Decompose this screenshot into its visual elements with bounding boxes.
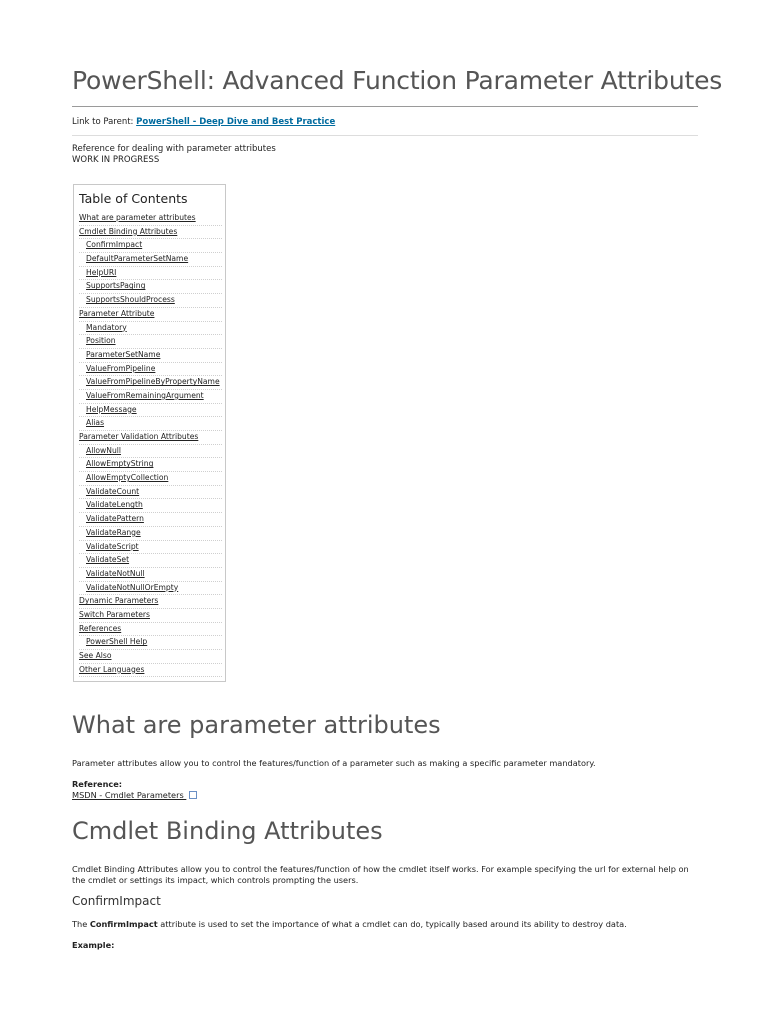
toc-item <box>79 431 222 445</box>
reference-block <box>72 779 702 801</box>
table-of-contents <box>73 184 226 682</box>
toc-item <box>79 513 222 527</box>
toc-item <box>79 322 222 336</box>
toc-link[interactable]: PowerShell Help <box>86 637 148 647</box>
toc-item <box>79 335 222 349</box>
msdn-link-text: MSDN - Cmdlet Parameters <box>72 790 187 800</box>
toc-link[interactable]: ValidateLength <box>86 500 143 510</box>
toc-item <box>79 308 222 322</box>
intro-line-2: WORK IN PROGRESS <box>72 155 160 165</box>
toc-link[interactable]: AllowNull <box>86 445 121 455</box>
toc-link[interactable]: HelpMessage <box>86 404 137 414</box>
toc-list <box>79 212 222 677</box>
toc-link[interactable]: ParameterSetName <box>86 349 161 359</box>
toc-item <box>79 486 222 500</box>
toc-item <box>79 349 222 363</box>
toc-link[interactable]: Mandatory <box>86 322 127 332</box>
toc-link[interactable]: Switch Parameters <box>79 609 150 619</box>
toc-link[interactable]: ValidateNotNull <box>86 568 145 578</box>
confirmimpact-body-pre: The <box>72 919 90 929</box>
parent-link-label: Link to Parent: <box>72 117 134 127</box>
toc-item <box>79 664 222 678</box>
toc-item <box>79 582 222 596</box>
toc-link[interactable]: Position <box>86 336 116 346</box>
toc-link[interactable]: ValidateRange <box>86 527 141 537</box>
toc-link[interactable]: ValidateScript <box>86 541 139 551</box>
toc-link[interactable]: ValidateCount <box>86 486 140 496</box>
toc-item <box>79 404 222 418</box>
toc-item <box>79 568 222 582</box>
example-label: Example: <box>72 940 115 950</box>
toc-link[interactable]: Parameter Attribute <box>79 308 155 318</box>
toc-link[interactable]: Other Languages <box>79 664 145 674</box>
title-divider <box>72 106 698 107</box>
section-body-parameter-attributes: Parameter attributes allow you to control the features/function of a parameter such as making a specific parameter mandatory. <box>72 758 596 768</box>
parent-link[interactable]: PowerShell - Deep Dive and Best Practice <box>136 117 336 127</box>
section-heading-cmdlet-binding: Cmdlet Binding Attributes <box>72 817 383 845</box>
toc-item <box>79 499 222 513</box>
toc-item <box>79 458 222 472</box>
toc-link[interactable]: See Also <box>79 651 112 660</box>
toc-link[interactable]: ConfirmImpact <box>86 240 143 250</box>
toc-link[interactable]: Parameter Validation Attributes <box>79 432 199 441</box>
toc-link[interactable]: What are parameter attributes <box>79 213 196 222</box>
parent-link-line <box>72 117 335 127</box>
confirmimpact-body <box>72 919 702 930</box>
toc-item <box>79 280 222 294</box>
toc-item <box>79 554 222 568</box>
toc-item <box>79 636 222 650</box>
toc-item <box>79 363 222 377</box>
toc-link[interactable]: Dynamic Parameters <box>79 596 159 606</box>
toc-link[interactable]: DefaultParameterSetName <box>86 254 189 264</box>
toc-link[interactable]: References <box>79 623 122 633</box>
toc-link[interactable]: Cmdlet Binding Attributes <box>79 226 178 236</box>
page-title: PowerShell: Advanced Function Parameter Attributes <box>72 66 723 95</box>
toc-link[interactable]: ValidateSet <box>86 555 130 565</box>
toc-link[interactable]: ValidatePattern <box>86 514 144 524</box>
toc-item <box>79 294 222 308</box>
toc-item <box>79 445 222 459</box>
toc-item <box>79 609 222 623</box>
toc-item <box>79 267 222 281</box>
sub-heading-confirmimpact: ConfirmImpact <box>72 894 161 908</box>
toc-item <box>79 390 222 404</box>
toc-item <box>79 239 222 253</box>
toc-item <box>79 623 222 637</box>
section-heading-parameter-attributes: What are parameter attributes <box>72 711 441 739</box>
toc-link[interactable]: HelpURI <box>86 267 117 277</box>
toc-item <box>79 650 222 664</box>
toc-item <box>79 212 222 226</box>
toc-item <box>79 541 222 555</box>
toc-link[interactable]: ValueFromRemainingArgument <box>86 390 204 400</box>
toc-link[interactable]: SupportsPaging <box>86 281 146 291</box>
toc-link[interactable]: AllowEmptyString <box>86 459 154 469</box>
toc-item <box>79 417 222 431</box>
toc-title: Table of Contents <box>79 191 188 206</box>
toc-link[interactable]: AllowEmptyCollection <box>86 473 169 483</box>
msdn-cmdlet-parameters-link[interactable] <box>72 790 197 800</box>
external-link-icon <box>189 791 197 799</box>
toc-link[interactable]: ValidateNotNullOrEmpty <box>86 582 179 592</box>
confirmimpact-body-bold: ConfirmImpact <box>89 919 158 929</box>
parent-divider <box>72 135 698 136</box>
toc-link[interactable]: Alias <box>86 418 105 428</box>
intro-text <box>72 144 276 166</box>
toc-item <box>79 527 222 541</box>
toc-link[interactable]: ValueFromPipelineByPropertyName <box>86 377 220 387</box>
toc-item <box>79 376 222 390</box>
toc-item <box>79 226 222 240</box>
confirmimpact-body-post: attribute is used to set the importance of what a cmdlet can do, typically based around its ability to destroy data. <box>157 919 627 929</box>
toc-item <box>79 595 222 609</box>
intro-line-1: Reference for dealing with parameter attributes <box>72 144 276 154</box>
section-body-cmdlet-binding: Cmdlet Binding Attributes allow you to control the features/function of how the cmdlet itself works. For example specifying the url for external help on the cmdlet or settings its impact, which controls prompting the users. <box>72 864 689 885</box>
toc-link[interactable]: ValueFromPipeline <box>86 363 156 373</box>
toc-item <box>79 472 222 486</box>
reference-label: Reference: <box>72 779 123 789</box>
toc-item <box>79 253 222 267</box>
toc-link[interactable]: SupportsShouldProcess <box>86 295 175 305</box>
